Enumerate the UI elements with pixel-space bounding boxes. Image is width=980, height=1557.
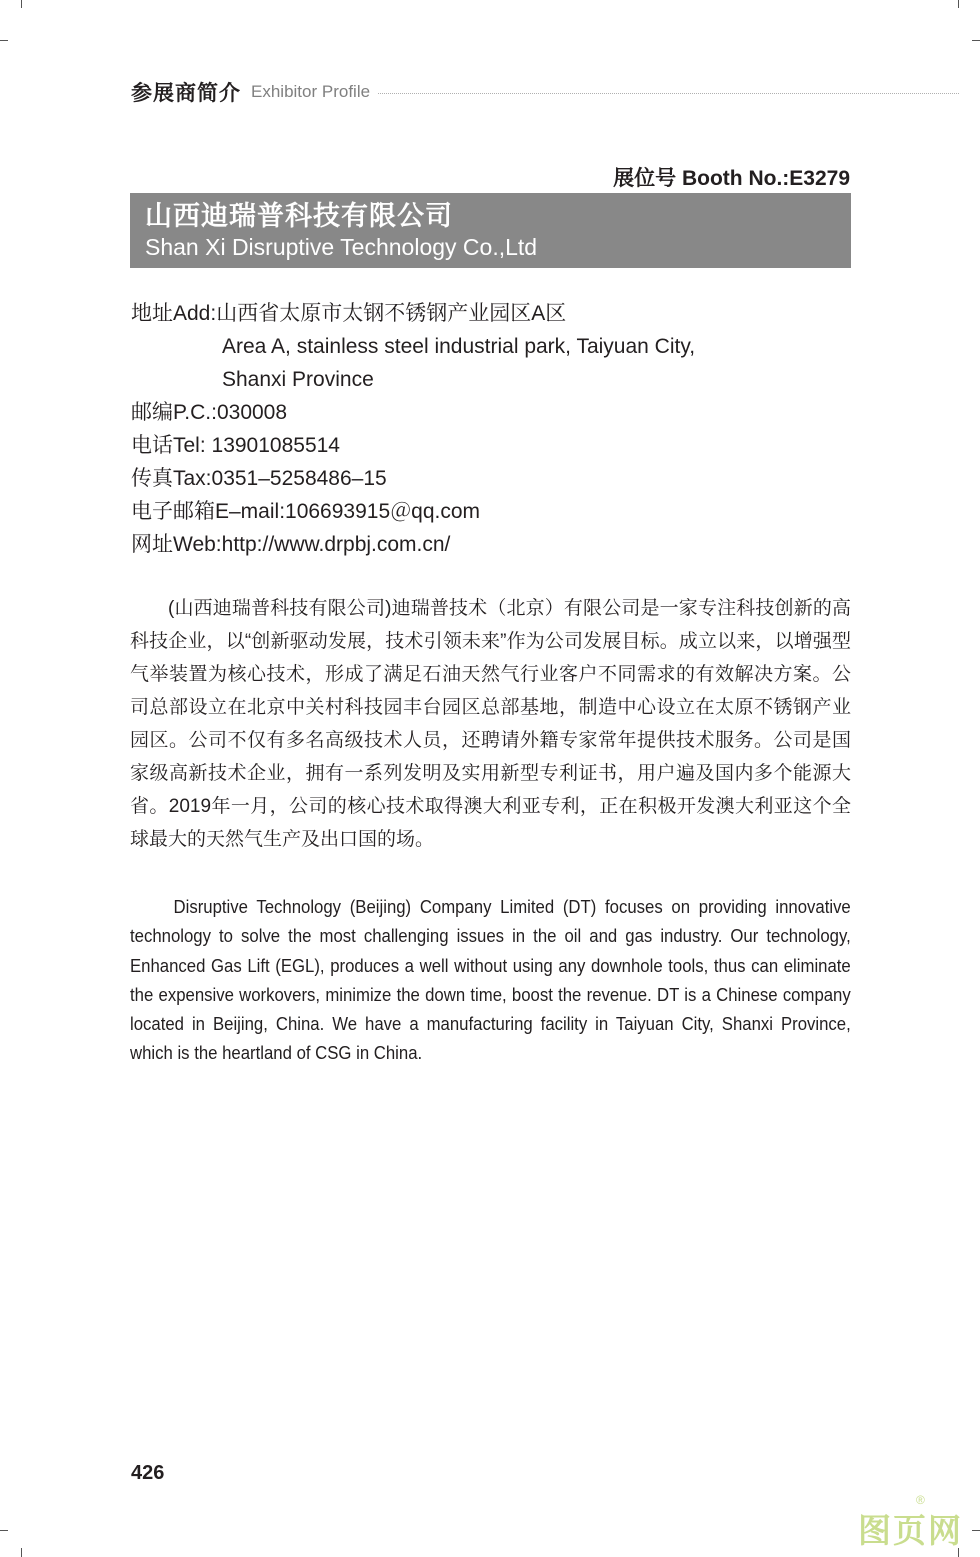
description-en: Disruptive Technology (Beijing) Company Limited (DT) focuses on providing innovative technology to solve the most challenging issues in the oil and gas industry. Our technology, Enhanced Gas Lift (EGL), produces a well without using any downhole tools, thus can eliminate the expensive workovers, minimize the down time, boost the revenue. DT is a Chinese company located in Beijing, China. We have a manufacturing facility in Taiyuan City, Shanxi Province, which is the heartland of CSG in China. (130, 897, 851, 1064)
crop-mark (0, 40, 8, 41)
website: 网址Web:http://www.drpbj.com.cn/ (131, 533, 451, 556)
crop-mark (972, 1530, 980, 1531)
section-header (131, 78, 959, 106)
contact-info (131, 297, 695, 561)
telephone: 电话Tel: 13901085514 (131, 434, 340, 457)
company-name-en: Shan Xi Disruptive Technology Co.,Ltd (145, 234, 538, 260)
address-en-line2: Shanxi Province (222, 368, 374, 391)
header-divider (378, 93, 959, 94)
watermark-text: 图页网 (858, 1512, 963, 1549)
watermark-logo (858, 1493, 963, 1552)
section-title-en: Exhibitor Profile (251, 82, 371, 101)
registered-mark-icon: ® (916, 1493, 927, 1507)
booth-number: 展位号 Booth No.:E3279 (613, 167, 850, 190)
address-en-line1: Area A, stainless steel industrial park, Taiyuan City, (222, 335, 696, 358)
postcode: 邮编P.C.:030008 (131, 401, 288, 424)
company-name-cn: 山西迪瑞普科技有限公司 (145, 201, 453, 231)
crop-mark (958, 0, 959, 8)
section-title-cn: 参展商简介 (131, 82, 241, 105)
page-number: 426 (131, 1462, 165, 1484)
crop-mark (972, 40, 980, 41)
description-cn: (山西迪瑞普科技有限公司)迪瑞普技术（北京）有限公司是一家专注科技创新的高科技企业，以“创新驱动发展，技术引领未来”作为公司发展目标。成立以来，以增强型气举装置为核心技术，形成了满足石油天然气行业客户不同需求的有效解决方案。公司总部设立在北京中关村科技园丰台园区总部基地，制造中心设立在太原不锈钢产业园区。公司不仅有多名高级技术人员，还聘请外籍专家常年提供技术服务。公司是国家级高新技术企业，拥有一系列发明及实用新型专利证书，用户遍及国内多个能源大省。2019年一月，公司的核心技术取得澳大利亚专利，正在积极开发澳大利亚这个全球最大的天然气生产及出口国的场。 (130, 598, 851, 850)
crop-mark (0, 1530, 8, 1531)
email: 电子邮箱E–mail:106693915＠qq.com (131, 500, 481, 523)
fax: 传真Tax:0351–5258486–15 (131, 467, 387, 490)
crop-mark (21, 0, 22, 8)
address-cn: 地址Add:山西省太原市太钢不锈钢产业园区A区 (131, 302, 567, 325)
crop-mark (21, 1548, 22, 1557)
company-name-banner (130, 193, 851, 268)
